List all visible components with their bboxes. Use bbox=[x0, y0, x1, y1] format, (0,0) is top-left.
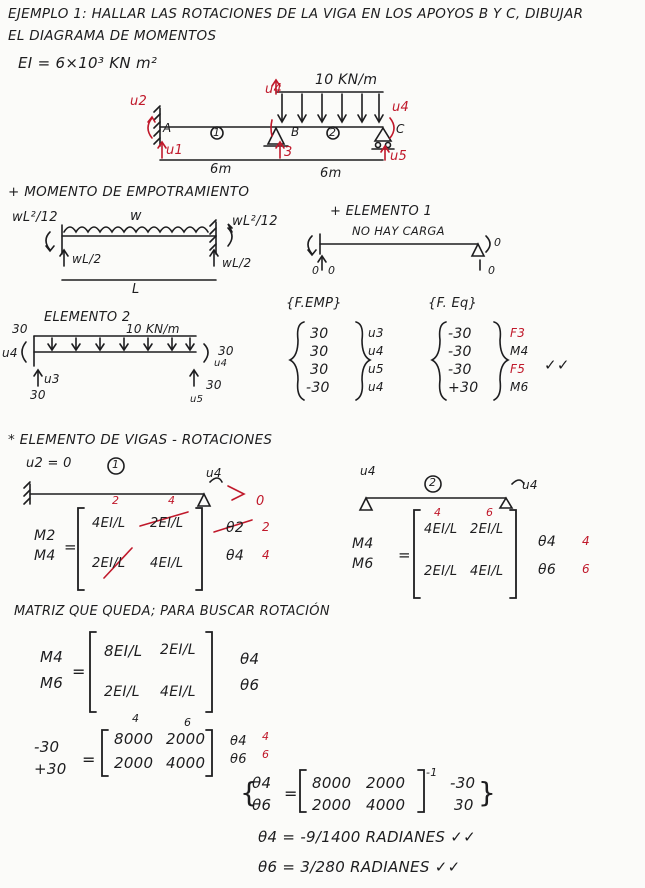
reduced-title: MATRIZ QUE QUEDA; PARA BUSCAR ROTACIÓN bbox=[14, 604, 330, 619]
fem-wl-left: wL/2 bbox=[72, 252, 102, 266]
inv-vec-0: θ4 bbox=[252, 774, 272, 792]
feq-title: {F. Eq} bbox=[428, 296, 478, 311]
num-idx-top-0: 4 bbox=[132, 712, 140, 725]
span-2-label: 6m bbox=[320, 166, 342, 181]
element-1-label: 1 bbox=[213, 126, 221, 139]
femp-brace-left bbox=[290, 322, 304, 400]
beam-u5-label: u5 bbox=[390, 149, 408, 164]
femp-l1: u4 bbox=[368, 344, 384, 358]
element2-u6-right: u4 bbox=[214, 358, 228, 369]
eq1-idx-top-0: 2 bbox=[112, 494, 120, 507]
eq2-eq: = bbox=[398, 546, 411, 564]
reduced-vec-1: θ6 bbox=[240, 676, 260, 694]
num-vec-1: θ6 bbox=[230, 752, 247, 767]
reduced-eq: = bbox=[72, 662, 86, 681]
femp-l2: u5 bbox=[368, 362, 384, 376]
beam-u6-label: u4 bbox=[392, 100, 410, 115]
eq1-idx-top-1: 4 bbox=[168, 494, 176, 507]
beam-u2-label: u2 bbox=[130, 94, 148, 109]
beam-u3-label: 3 bbox=[284, 145, 293, 160]
reduced-vec-0: θ4 bbox=[240, 650, 260, 668]
eq2-m21: 2EI/L bbox=[424, 564, 458, 579]
eq1-vec-idx-1: 4 bbox=[262, 548, 270, 562]
eq2-m11: 4EI/L bbox=[424, 522, 458, 537]
inv-m11: 8000 bbox=[312, 774, 352, 792]
inv-rhs-1: 30 bbox=[454, 796, 474, 814]
femp-v2: 30 bbox=[310, 362, 329, 378]
feq-brace-left bbox=[432, 322, 446, 400]
feq-v0: -30 bbox=[448, 326, 472, 342]
rot-u4-top-1: u4 bbox=[206, 466, 222, 480]
element2-m-right: 30 bbox=[218, 344, 234, 358]
reduced-m21: 2EI/L bbox=[104, 684, 140, 700]
eq2-vec-1: θ6 bbox=[538, 562, 557, 578]
num-m21: 2000 bbox=[114, 754, 154, 772]
rot-elem2-num: 2 bbox=[429, 476, 437, 489]
feq-check-icon: ✓✓ bbox=[544, 356, 570, 374]
support-c-roller bbox=[375, 128, 391, 141]
eq1-m21: 2EI/L bbox=[92, 556, 126, 571]
eq1-m22: 4EI/L bbox=[150, 556, 184, 571]
rot-u4-left-2: u4 bbox=[360, 464, 376, 478]
eq2-m22: 4EI/L bbox=[470, 564, 504, 579]
feq-l2: F5 bbox=[510, 362, 526, 376]
femp-title: {F.EMP} bbox=[286, 296, 342, 311]
eq1-eq: = bbox=[64, 538, 77, 556]
inv-vec-1: θ6 bbox=[252, 796, 272, 814]
inv-exp: -1 bbox=[426, 766, 438, 779]
element1-zero-l: 0 bbox=[328, 264, 336, 277]
eq1-lhs-0: M2 bbox=[34, 528, 56, 544]
reduced-m11: 8EI/L bbox=[104, 642, 143, 660]
fem-title: + MOMENTO DE EMPOTRAMIENTO bbox=[8, 184, 250, 200]
eq1-m12: 2EI/L bbox=[150, 516, 184, 531]
element1-zero-br: 0 bbox=[488, 264, 496, 277]
num-vec-idx-1: 6 bbox=[262, 748, 270, 761]
femp-v3: -30 bbox=[306, 380, 330, 396]
element-2-label: 2 bbox=[329, 126, 337, 139]
eq2-lhs-1: M6 bbox=[352, 556, 374, 572]
reduced-lhs-1: M6 bbox=[40, 674, 64, 692]
num-lhs-0: -30 bbox=[34, 738, 60, 756]
element2-u5-label: u5 bbox=[190, 394, 204, 405]
support-b-label: B bbox=[291, 125, 300, 139]
femp-l3: u4 bbox=[368, 380, 384, 394]
element1-title: + ELEMENTO 1 bbox=[330, 204, 433, 219]
element2-load: 10 KN/m bbox=[126, 322, 180, 336]
inv-brace-r: } bbox=[478, 776, 497, 809]
rotations-title: * ELEMENTO DE VIGAS - ROTACIONES bbox=[8, 432, 273, 448]
fem-wl-right: wL/2 bbox=[222, 256, 252, 270]
element1-no-load: NO HAY CARGA bbox=[352, 224, 445, 238]
num-vec-0: θ4 bbox=[230, 734, 247, 749]
inv-brace-l: { bbox=[240, 776, 259, 809]
fem-span-label: L bbox=[132, 282, 140, 297]
eq2-vec-idx-0: 4 bbox=[582, 534, 590, 548]
num-m11: 8000 bbox=[114, 730, 154, 748]
ei-value: EI = 6×10³ KN m² bbox=[18, 54, 158, 72]
beam-u1-label: u1 bbox=[166, 143, 184, 158]
feq-v3: +30 bbox=[448, 380, 479, 396]
u6-rotation-arrow bbox=[390, 118, 394, 138]
feq-v2: -30 bbox=[448, 362, 472, 378]
femp-l0: u3 bbox=[368, 326, 384, 340]
inv-m21: 2000 bbox=[312, 796, 352, 814]
eq1-vec-idx-0: 2 bbox=[262, 520, 270, 534]
inv-m22: 4000 bbox=[366, 796, 406, 814]
title-line-1: EJEMPLO 1: HALLAR LAS ROTACIONES DE LA VIGA EN LOS APOYOS B Y C, DIBUJAR bbox=[8, 6, 584, 22]
inv-eq: = bbox=[284, 784, 298, 803]
title-line-2: EL DIAGRAMA DE MOMENTOS bbox=[8, 28, 217, 44]
element2-m-left: 30 bbox=[12, 322, 28, 336]
element2-u3-label: u3 bbox=[44, 372, 60, 386]
eq1-zero-mark: 0 bbox=[256, 494, 265, 509]
feq-l0: F3 bbox=[510, 326, 526, 340]
element1-zero-bl: 0 bbox=[312, 264, 320, 277]
eq1-vec-1: θ4 bbox=[226, 548, 245, 564]
num-m12: 2000 bbox=[166, 730, 206, 748]
element2-u4-left: u4 bbox=[2, 346, 18, 360]
element1-zero-r: 0 bbox=[494, 236, 502, 249]
fem-wl2-left: wL²/12 bbox=[12, 210, 58, 225]
eq2-vec-idx-1: 6 bbox=[582, 562, 590, 576]
eq1-vec-0: θ2 bbox=[226, 520, 245, 536]
femp-v1: 30 bbox=[310, 344, 329, 360]
rot-u2-zero: u2 = 0 bbox=[26, 456, 72, 471]
num-m22: 4000 bbox=[166, 754, 206, 772]
element2-v-left: 30 bbox=[30, 388, 46, 402]
reduced-m12: 2EI/L bbox=[160, 642, 196, 658]
span-1-label: 6m bbox=[210, 162, 232, 177]
eq2-lhs-0: M4 bbox=[352, 536, 374, 552]
femp-v0: 30 bbox=[310, 326, 329, 342]
feq-v1: -30 bbox=[448, 344, 472, 360]
beam-load-label: 10 KN/m bbox=[315, 72, 378, 88]
beam-u4-label: u4 bbox=[265, 82, 283, 97]
eq2-idx-top-1: 6 bbox=[486, 506, 494, 519]
eq2-idx-top-0: 4 bbox=[434, 506, 442, 519]
feq-l3: M6 bbox=[510, 380, 529, 394]
eq2-m12: 2EI/L bbox=[470, 522, 504, 537]
element2-title: ELEMENTO 2 bbox=[44, 310, 131, 325]
num-vec-idx-0: 4 bbox=[262, 730, 270, 743]
fem-load-wave bbox=[64, 227, 208, 232]
rot-u4-right-2: u4 bbox=[522, 478, 538, 492]
reduced-lhs-0: M4 bbox=[40, 648, 64, 666]
fem-w-label: w bbox=[130, 208, 142, 224]
inv-m12: 2000 bbox=[366, 774, 406, 792]
fem-wl2-right: wL²/12 bbox=[232, 214, 278, 229]
inv-rhs-0: -30 bbox=[450, 774, 476, 792]
eq1-m11: 4EI/L bbox=[92, 516, 126, 531]
eq2-vec-0: θ4 bbox=[538, 534, 557, 550]
eq1-lhs-1: M4 bbox=[34, 548, 56, 564]
result-theta4: θ4 = -9/1400 RADIANES ✓✓ bbox=[258, 828, 477, 846]
support-c-label: C bbox=[396, 122, 405, 136]
element2-v-right: 30 bbox=[206, 378, 222, 392]
num-eq: = bbox=[82, 750, 96, 769]
rot-elem1-num: 1 bbox=[112, 458, 120, 471]
num-lhs-1: +30 bbox=[34, 760, 67, 778]
feq-l1: M4 bbox=[510, 344, 529, 358]
reduced-m22: 4EI/L bbox=[160, 684, 196, 700]
num-idx-top-1: 6 bbox=[184, 716, 192, 729]
result-theta6: θ6 = 3/280 RADIANES ✓✓ bbox=[258, 858, 461, 876]
support-a-label: A bbox=[163, 121, 172, 135]
